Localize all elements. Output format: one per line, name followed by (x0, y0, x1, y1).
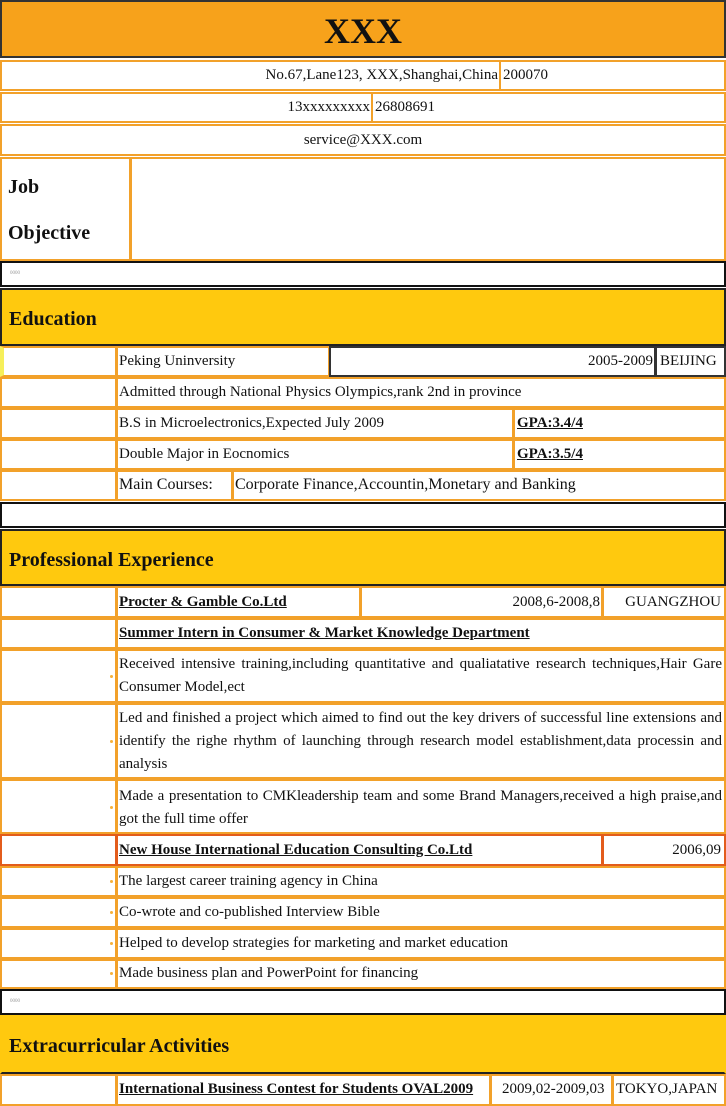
objective-title-line1: Job (8, 176, 40, 198)
exp-left-cell (0, 959, 117, 989)
exp-left-cell (0, 586, 117, 618)
activities-section-header (0, 1015, 726, 1074)
exp-left-cell (0, 928, 117, 959)
name-banner (0, 0, 726, 58)
edu-left-cell (0, 408, 117, 439)
education-title: Education (9, 308, 97, 330)
candidate-name: XXX (324, 11, 402, 51)
job1-role: Summer Intern in Consumer & Market Knowledge Department (119, 625, 530, 641)
bullet-dot (110, 911, 113, 914)
job2-company: New House International Education Consulting Co.Ltd (119, 842, 473, 858)
spacer-mark: 0000 (10, 271, 20, 276)
edu-left-cell (0, 470, 117, 501)
activities-title: Extracurricular Activities (9, 1035, 230, 1057)
exp-left-cell (0, 834, 117, 866)
courses-label: Main Courses: (119, 476, 213, 493)
address-text: No.67,Lane123, XXX,Shanghai,China (265, 67, 498, 83)
job2-bullet-1: The largest career training agency in China (119, 873, 378, 889)
job1-bullet-1: Received intensive training,including quantitative and qualiatative research techniques,Hair Gare Consumer Model,ect (119, 656, 722, 695)
school-name: Peking Uninversity (119, 353, 236, 369)
phone-mobile: 13xxxxxxxxx (287, 99, 370, 115)
bullet-dot (110, 972, 113, 975)
job2-bullet-2: Co-wrote and co-published Interview Bible (119, 904, 380, 920)
act-left-cell (0, 1074, 117, 1106)
spacer-row (0, 261, 726, 287)
exp-left-cell (0, 897, 117, 928)
zip-text: 200070 (503, 67, 548, 83)
spacer-mark: 0000 (10, 999, 20, 1004)
bullet-dot (110, 740, 113, 743)
job2-bullet-4: Made business plan and PowerPoint for financing (119, 965, 419, 981)
activity1-dates: 2009,02-2009,03 (502, 1081, 605, 1097)
objective-title-line2: Objective (8, 222, 91, 244)
degree-text: B.S in Microelectronics,Expected July 2009 (119, 415, 384, 431)
education-section-header (0, 288, 726, 346)
major2-gpa: GPA:3.5/4 (517, 446, 583, 462)
edu-left-cell (0, 439, 117, 470)
job2-dates: 2006,09 (672, 842, 721, 858)
phone-land: 26808691 (375, 99, 435, 115)
activity1-name: International Business Contest for Students OVAL2009 (119, 1081, 474, 1097)
job1-location: GUANGZHOU (625, 594, 721, 610)
experience-section-header (0, 529, 726, 586)
bullet-dot (110, 880, 113, 883)
courses-text: Corporate Finance,Accountin,Monetary and Banking (235, 476, 576, 493)
exp-left-cell (0, 779, 117, 834)
job1-company: Procter & Gamble Co.Ltd (119, 594, 287, 610)
edu-left-cell (0, 346, 117, 377)
job2-bullet-3: Helped to develop strategies for marketing and market education (119, 935, 509, 951)
bullet-dot (110, 675, 113, 678)
job1-dates: 2008,6-2008,8 (512, 594, 600, 610)
bullet-dot (110, 942, 113, 945)
spacer-row (0, 989, 726, 1015)
exp-left-cell (0, 618, 117, 649)
exp-left-cell (0, 866, 117, 897)
degree-gpa: GPA:3.4/4 (517, 415, 583, 431)
job1-bullet-3: Made a presentation to CMKleadership team and some Brand Managers,received a high praise,and got the full time offer (119, 788, 722, 827)
edu-years: 2005-2009 (588, 353, 653, 369)
major2-text: Double Major in Eocnomics (119, 446, 290, 462)
edu-left-cell (0, 377, 117, 408)
objective-content-cell (130, 157, 726, 261)
spacer-row (0, 502, 726, 528)
admission-text: Admitted through National Physics Olympics,rank 2nd in province (119, 384, 522, 400)
email-text: service@XXX.com (303, 132, 423, 148)
objective-label-cell (0, 157, 131, 261)
edu-location: BEIJING (660, 353, 717, 369)
job1-bullet-2: Led and finished a project which aimed to find out the key drivers of successful line extensions and identify the righe rhythm of launching through research model establishment,data processin and analysis (119, 710, 722, 772)
activity1-location: TOKYO,JAPAN (616, 1081, 718, 1097)
exp-left-cell (0, 649, 117, 703)
experience-title: Professional Experience (9, 549, 214, 571)
bullet-dot (110, 806, 113, 809)
exp-left-cell (0, 703, 117, 779)
